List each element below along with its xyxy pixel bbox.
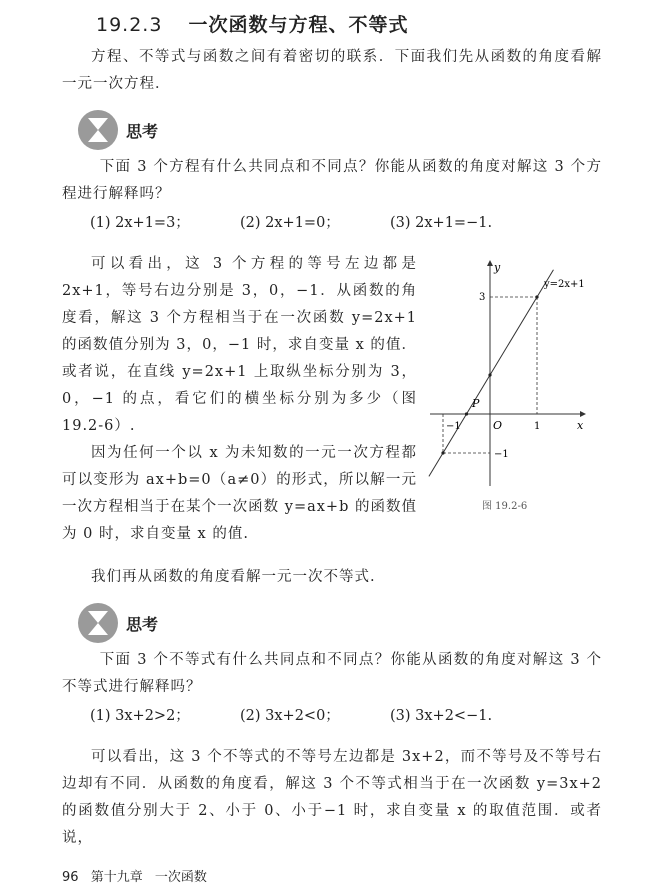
figure-caption: 图 19.2-6 [482, 501, 528, 512]
inequality-list [90, 703, 602, 730]
tick-y-neg1: −1 [494, 449, 509, 460]
equation-3: (3) 2x+1=−1. [390, 215, 493, 231]
origin-label: O [493, 419, 503, 432]
explain-paragraph-2: 因为任何一个以 x 为未知数的一元一次方程都可以变形为 ax+b=0（a≠0）的形式，所以解一元一次方程相当于在某个一次函数 y=ax+b 的函数值为 0 时，求自变量 x 的值. [62, 445, 417, 542]
explain-paragraph-1: 可以看出，这 3 个方程的等号左边都是 2x+1，等号右边分别是 3，0，−1．从函数的角度看，解这 3 个方程相当于在一次函数 y=2x+1 的函数值分别为 3，0，−1 时，求自变量 x 的值．或者说，在直线 y=2x+1 上取纵坐标分别为 3，0，−1 的点，看它们的横坐标分别为多少（图 19.2-6）. [62, 256, 417, 434]
graph-point [465, 412, 468, 415]
figure-graph [420, 251, 600, 521]
chapter-number: 第十九章 [90, 870, 143, 885]
inequality-3: (3) 3x+2<−1. [390, 708, 493, 724]
section-title: 一次函数与方程、不等式 [188, 14, 409, 36]
think-box-2 [78, 603, 602, 643]
graph-marks [429, 270, 554, 477]
point-p-label: P [472, 397, 480, 410]
think-icon [78, 603, 118, 643]
graph-point [535, 295, 538, 298]
explain-paragraph-3: 可以看出，这 3 个不等式的不等号左边都是 3x+2，而不等号及不等号右边却有不同．从函数的角度看，解这 3 个不等式相当于在一次函数 y=3x+2 的函数值分别大于 2、小于 0、小于−1 时，求自变量 x 的取值范围．或者说， [62, 749, 602, 846]
think-icon [78, 110, 118, 150]
graph-point [488, 373, 491, 376]
graph-point [441, 451, 444, 454]
function-line [429, 270, 554, 477]
section-heading [96, 12, 602, 38]
x-label: x [577, 419, 584, 432]
equation-list [90, 210, 602, 237]
inequality-2: (2) 3x+2<0； [240, 708, 340, 724]
explanation-column [62, 251, 417, 548]
line-label: y=2x+1 [544, 279, 585, 290]
y-label: y [494, 261, 501, 274]
chapter-title: 一次函数 [154, 870, 207, 885]
think-question-2: 下面 3 个不等式有什么共同点和不同点？你能从函数的角度对解这 3 个不等式进行解释吗？ [62, 652, 602, 695]
page-footer [62, 866, 602, 885]
equation-2: (2) 2x+1=0； [240, 215, 340, 231]
equation-1: (1) 2x+1=3； [90, 215, 190, 231]
transition-paragraph: 我们再从函数的角度看解一元一次不等式. [91, 569, 376, 585]
intro-paragraph: 方程、不等式与函数之间有着密切的联系．下面我们先从函数的角度看解一元一次方程． [62, 49, 602, 92]
think-question-1: 下面 3 个方程有什么共同点和不同点？你能从函数的角度对解这 3 个方程进行解释吗？ [62, 159, 602, 202]
tick-x-1: 1 [534, 421, 541, 432]
think-label: 思考 [126, 614, 159, 634]
inequality-1: (1) 3x+2>2； [90, 708, 190, 724]
tick-x-neg1: −1 [446, 421, 461, 432]
think-label: 思考 [126, 121, 159, 141]
page-number: 96 [62, 870, 79, 885]
spacer [62, 548, 602, 564]
explanation-with-figure [62, 251, 602, 548]
section-number: 19.2.3 [96, 14, 163, 36]
think-box-1 [78, 110, 602, 150]
tick-y-3: 3 [479, 292, 486, 303]
